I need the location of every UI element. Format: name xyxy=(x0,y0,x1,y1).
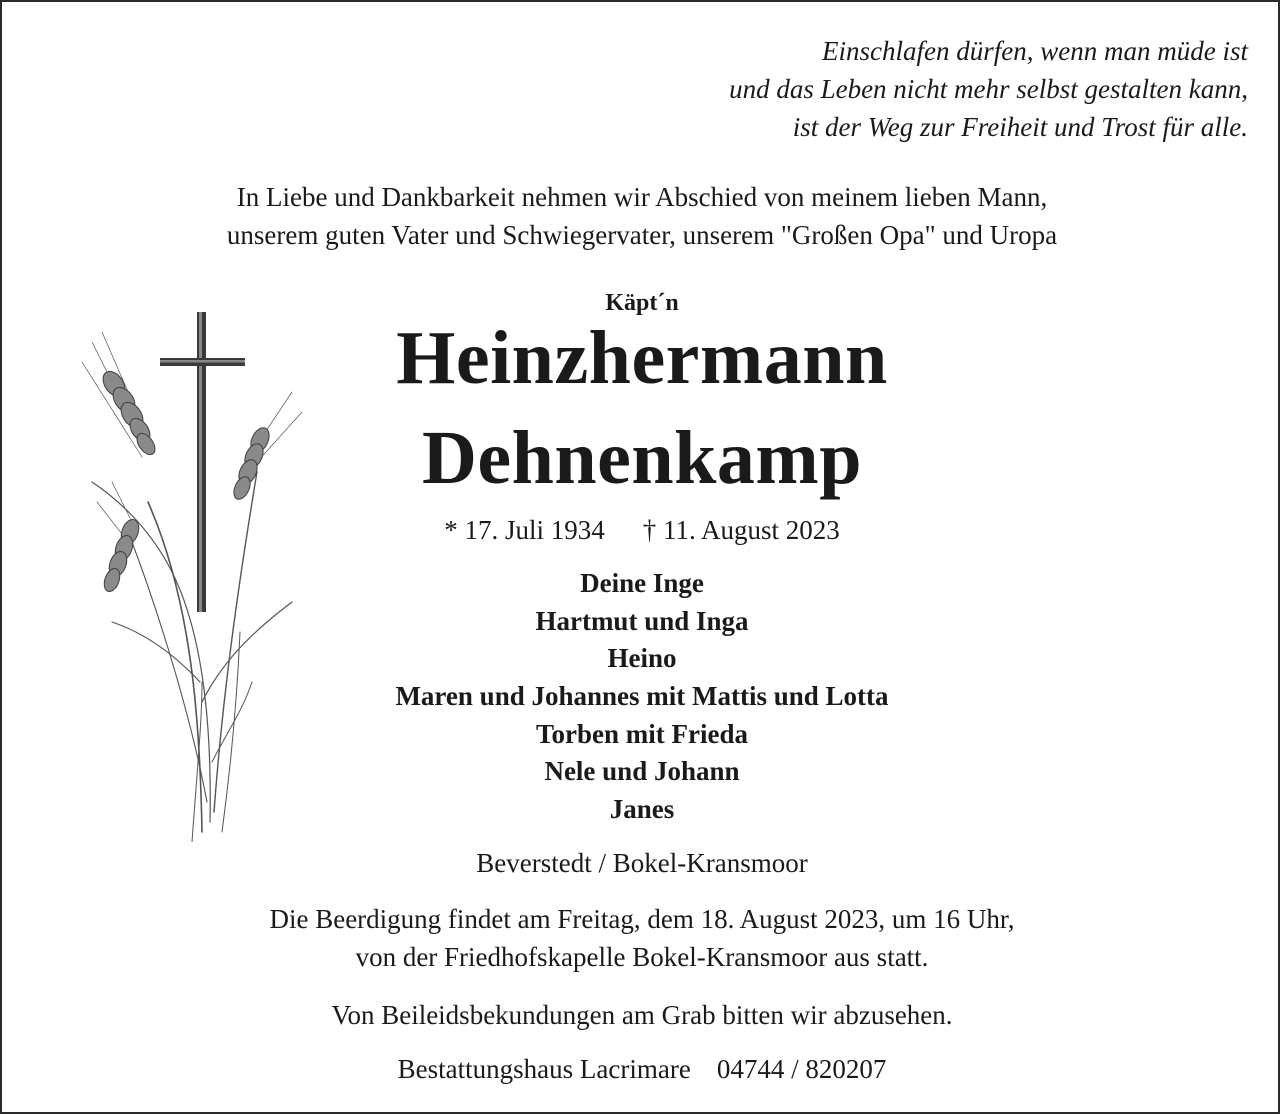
undertaker-name: Bestattungshaus Lacrimare xyxy=(397,1054,691,1084)
nickname: Käpt´n xyxy=(605,290,679,316)
mourner: Deine Inge xyxy=(580,568,704,598)
place: Beverstedt / Bokel-Kransmoor xyxy=(476,848,808,878)
funeral-line: Die Beerdigung findet am Freitag, dem 18. August 2023, um 16 Uhr, xyxy=(269,904,1015,934)
mourner: Heino xyxy=(607,643,677,674)
poem-line: Einschlafen dürfen, wenn man müde ist xyxy=(822,36,1248,66)
mourner: Nele und Johann xyxy=(544,756,740,787)
mourner: Hartmut und Inga xyxy=(535,605,749,636)
death-date: † 11. August 2023 xyxy=(642,515,840,545)
mourner: Torben mit Frieda xyxy=(536,718,748,749)
poem-line: und das Leben nicht mehr selbst gestalten kann, xyxy=(729,74,1248,104)
undertaker-phone: 04744 / 820207 xyxy=(716,1054,887,1084)
funeral-line: von der Friedhofskapelle Bokel-Kransmoor aus statt. xyxy=(355,942,929,972)
mourner: Janes xyxy=(609,794,675,825)
last-name: Dehnenkamp xyxy=(422,416,862,500)
first-name: Heinzhermann xyxy=(396,316,888,400)
condolence-note: Von Beileidsbekundungen am Grab bitten wir abzusehen. xyxy=(331,1000,953,1030)
funeral-info xyxy=(2,900,1280,976)
undertaker-info xyxy=(2,1051,1280,1087)
poem-line: ist der Weg zur Freiheit und Trost für alle. xyxy=(792,112,1248,142)
intro-text xyxy=(2,178,1280,254)
intro-line: In Liebe und Dankbarkeit nehmen wir Abschied von meinem lieben Mann, xyxy=(236,182,1048,212)
intro-line: unserem guten Vater und Schwiegervater, unserem "Großen Opa" und Uropa xyxy=(226,220,1058,250)
life-dates xyxy=(2,512,1280,548)
mourners-list xyxy=(2,565,1280,829)
poem xyxy=(729,32,1248,146)
mourner: Maren und Johannes mit Mattis und Lotta xyxy=(395,681,889,712)
birth-date: * 17. Juli 1934 xyxy=(444,515,605,545)
